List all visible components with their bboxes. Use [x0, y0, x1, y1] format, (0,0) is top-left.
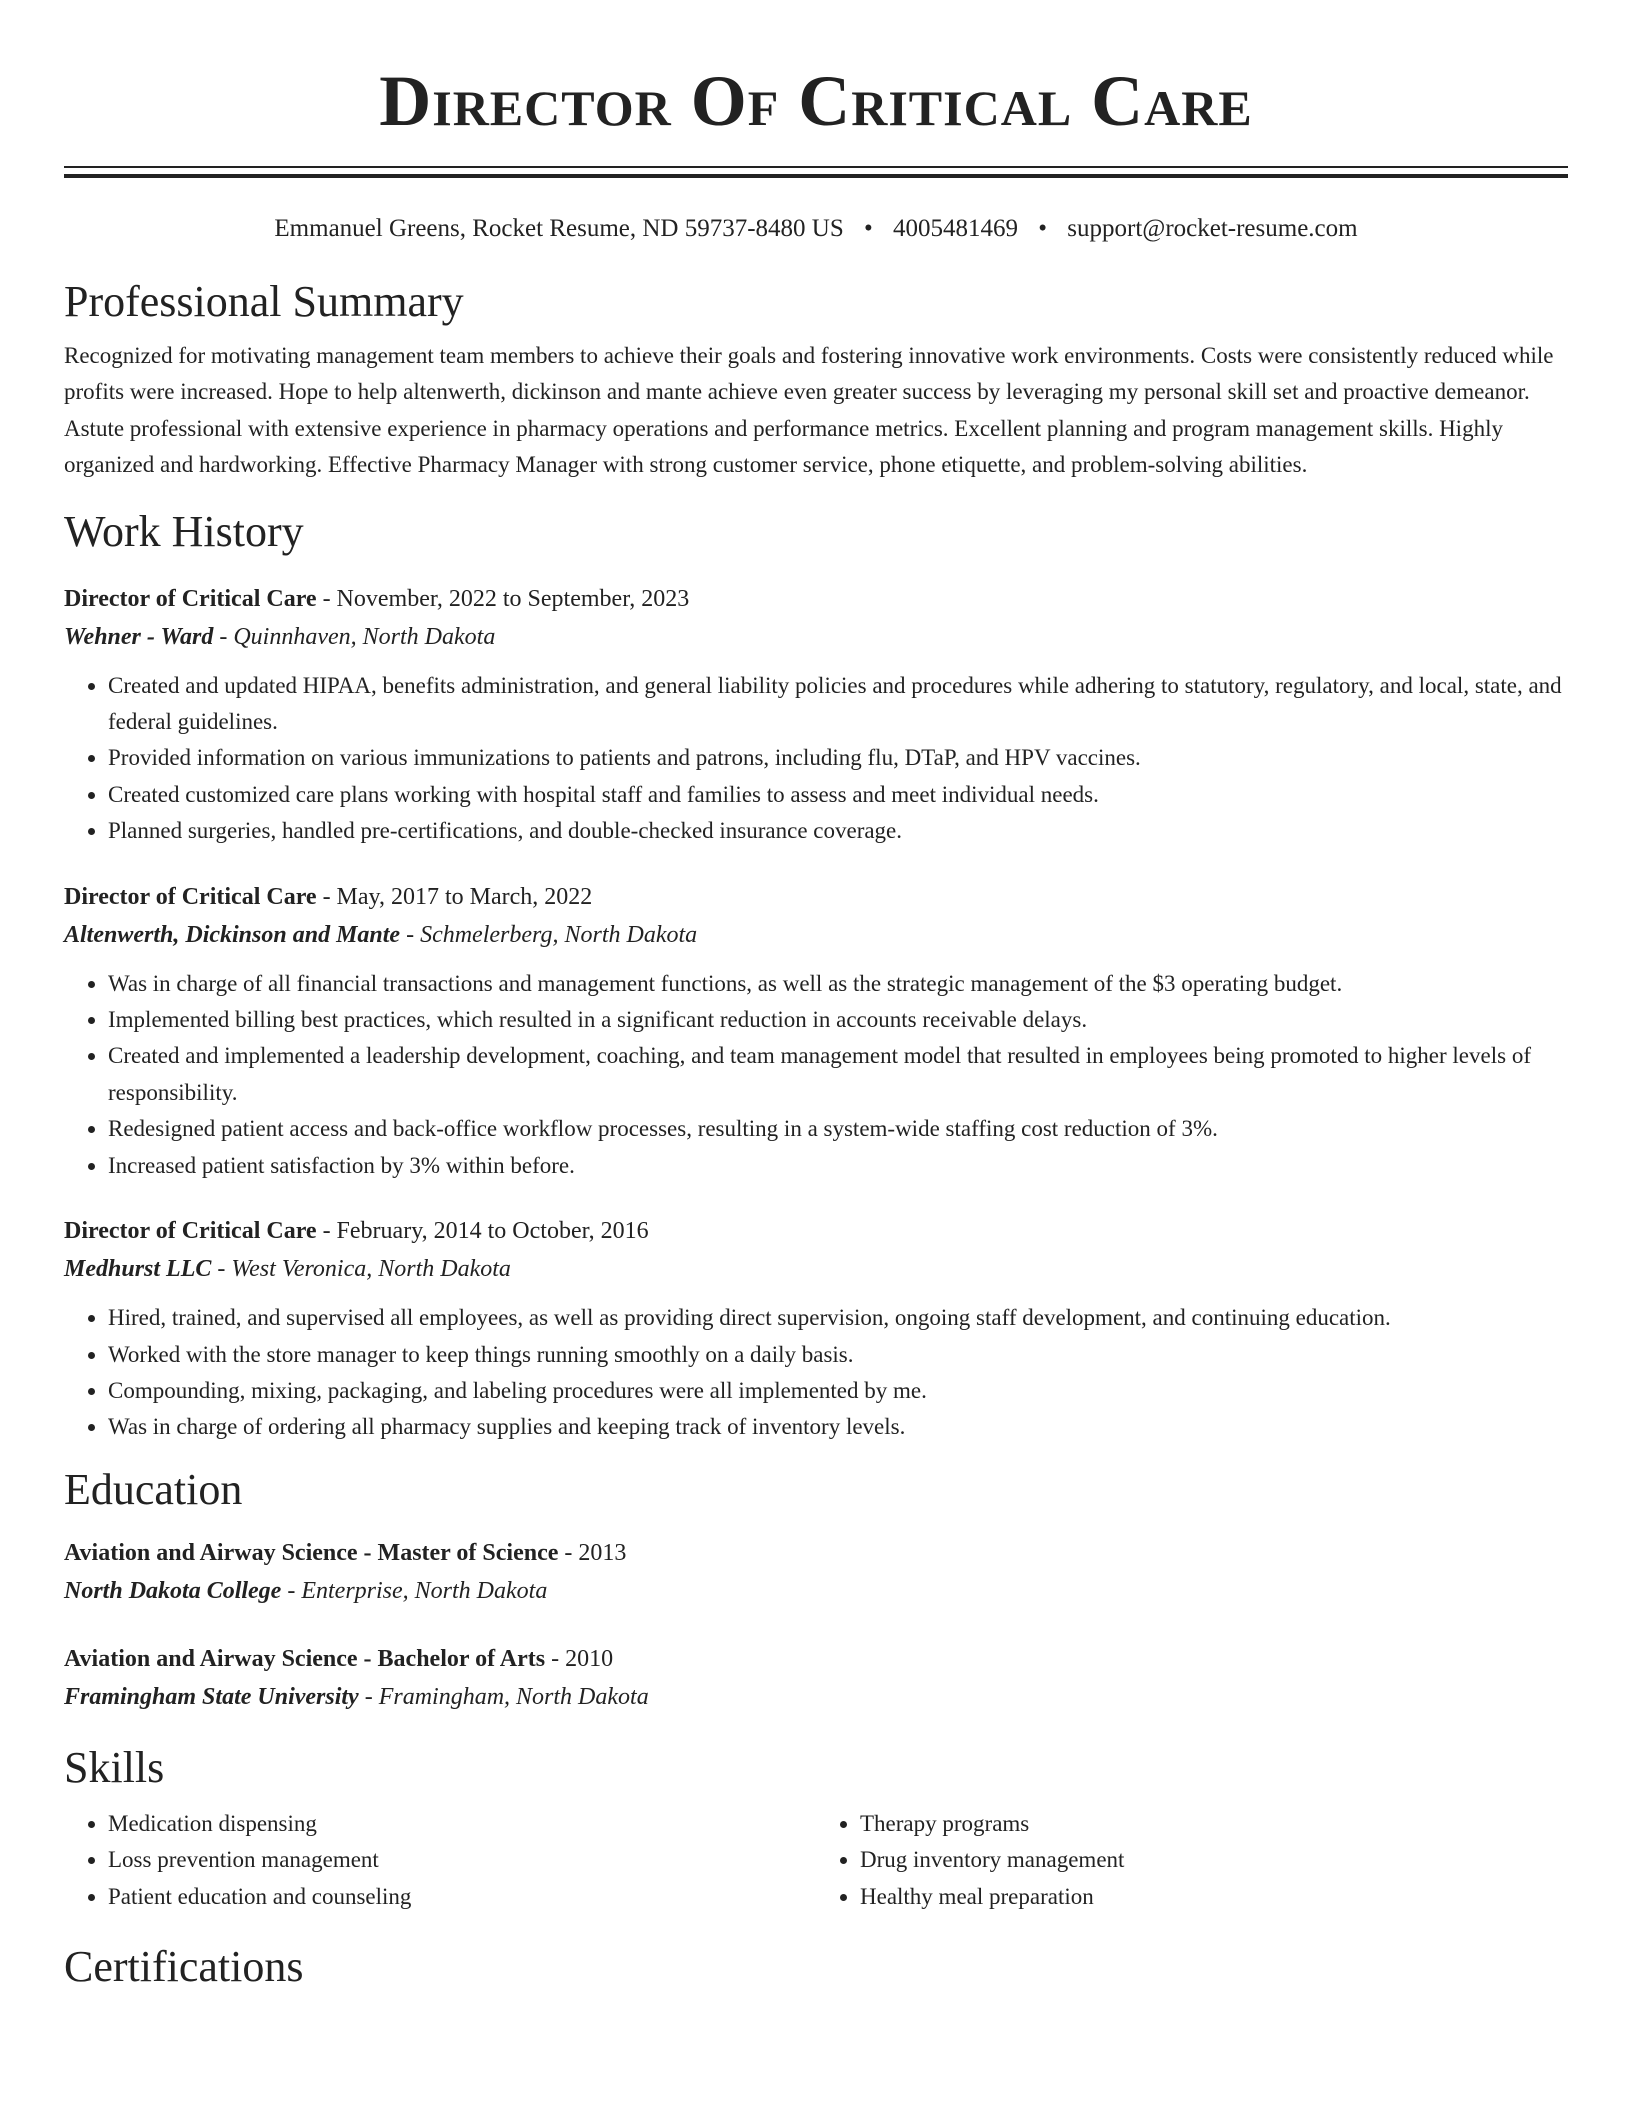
degree-line: [64, 1640, 1568, 1678]
company-line: [64, 916, 1568, 954]
job-bullet: • Created and updated HIPAA, benefits administration, and general liability policies and procedures while adhering to statutory, regulatory, and local, state, and federal guidelines.: [108, 668, 1568, 741]
job-bullet: • Compounding, mixing, packaging, and labeling procedures were all implemented by me.: [108, 1373, 1568, 1409]
job-dates: - February, 2014 to October, 2016: [316, 1218, 649, 1245]
job-bullet: • Created customized care plans working with hospital staff and families to assess and meet individual needs.: [108, 777, 1568, 813]
job-title: Director of Critical Care: [64, 883, 317, 910]
contact-address: Emmanuel Greens, Rocket Resume, ND 59737-8480 US: [274, 215, 844, 242]
education-entry: [64, 1534, 1568, 1610]
education-entry: [64, 1640, 1568, 1716]
skill-item: • Healthy meal preparation: [860, 1879, 1568, 1915]
job-dates: - November, 2022 to September, 2023: [316, 585, 690, 612]
job-bullets: [64, 966, 1568, 1184]
resume-name: Director Of Critical Care: [379, 61, 1253, 141]
degree-line: [64, 1534, 1568, 1572]
contact-separator: •: [864, 215, 873, 242]
school-line: [64, 1678, 1568, 1716]
company-location: - West Veronica, North Dakota: [211, 1256, 511, 1283]
school-location: - Enterprise, North Dakota: [281, 1577, 548, 1604]
certifications-heading: Certifications: [64, 1941, 304, 1991]
degree-name: Aviation and Airway Science - Master of Science: [64, 1539, 559, 1566]
degree-name: Aviation and Airway Science - Bachelor of Arts: [64, 1645, 546, 1672]
school-name: North Dakota College: [64, 1577, 282, 1604]
work-history-heading: Work History: [64, 506, 304, 556]
company-name: Medhurst LLC: [64, 1256, 212, 1283]
job-title-line: [64, 1212, 1568, 1250]
company-location: - Schmelerberg, North Dakota: [400, 921, 698, 948]
job-title-line: [64, 580, 1568, 618]
job-dates: - May, 2017 to March, 2022: [316, 883, 593, 910]
degree-year: - 2010: [545, 1645, 614, 1672]
header-rule-thin: [64, 166, 1568, 168]
summary-heading: Professional Summary: [64, 277, 464, 326]
contact-phone: 4005481469: [893, 215, 1019, 242]
job-bullets: [64, 668, 1568, 850]
job-entry: [64, 580, 1568, 850]
job-bullet: • Was in charge of ordering all pharmacy supplies and keeping track of inventory levels.: [108, 1409, 1568, 1445]
education-heading: Education: [64, 1464, 243, 1514]
job-title: Director of Critical Care: [64, 1218, 317, 1245]
skill-item: • Therapy programs: [860, 1806, 1568, 1842]
job-bullet: • Hired, trained, and supervised all employees, as well as providing direct supervision, ongoing staff development, and continuing education.: [108, 1300, 1568, 1336]
summary-text: Recognized for motivating management team members to achieve their goals and fostering innovative work environments. Costs were consistently reduced while profits were increased. Hope to help altenwerth, dickinson and mante achieve even greater success by leveraging my personal skill set and proactive demeanor. Astute professional with extensive experience in pharmacy operations and performance metrics. Excellent planning and program management skills. Highly organized and hardworking. Effective Pharmacy Manager with strong customer service, phone etiquette, and problem-solving abilities.: [64, 343, 1554, 478]
job-bullet: • Was in charge of all financial transactions and management functions, as well as the strategic management of the $3 operating budget.: [108, 966, 1568, 1002]
job-bullets: [64, 1300, 1568, 1446]
company-location: - Quinnhaven, North Dakota: [213, 623, 496, 650]
contact-line: [64, 214, 1568, 244]
company-line: [64, 1250, 1568, 1288]
job-title-line: [64, 878, 1568, 916]
job-bullet: • Planned surgeries, handled pre-certifications, and double-checked insurance coverage.: [108, 813, 1568, 849]
job-title: Director of Critical Care: [64, 585, 317, 612]
skill-item: • Drug inventory management: [860, 1842, 1568, 1878]
job-bullet: • Redesigned patient access and back-office workflow processes, resulting in a system-wide staffing cost reduction of 3%.: [108, 1111, 1568, 1147]
company-name: Altenwerth, Dickinson and Mante: [64, 921, 401, 948]
skill-item: • Loss prevention management: [108, 1842, 816, 1878]
school-line: [64, 1572, 1568, 1610]
school-name: Framingham State University: [64, 1683, 359, 1710]
header-rule-thick: [64, 174, 1568, 178]
skills-heading: Skills: [64, 1742, 165, 1792]
skills-column-left: [64, 1806, 816, 1915]
job-bullet: • Created and implemented a leadership development, coaching, and team management model that resulted in employees being promoted to higher levels of responsibility.: [108, 1038, 1568, 1111]
job-bullet: • Worked with the store manager to keep things running smoothly on a daily basis.: [108, 1337, 1568, 1373]
job-bullet: • Implemented billing best practices, which resulted in a significant reduction in accounts receivable delays.: [108, 1002, 1568, 1038]
contact-separator: •: [1038, 215, 1048, 242]
school-location: - Framingham, North Dakota: [358, 1683, 649, 1710]
skill-item: • Medication dispensing: [108, 1806, 816, 1842]
skill-item: • Patient education and counseling: [108, 1879, 816, 1915]
job-entry: [64, 878, 1568, 1184]
skills-column-right: [816, 1806, 1568, 1915]
job-bullet: • Provided information on various immunizations to patients and patrons, including flu, DTaP, and HPV vaccines.: [108, 740, 1568, 776]
company-name: Wehner - Ward: [64, 623, 214, 650]
contact-email: support@rocket-resume.com: [1067, 215, 1358, 242]
job-entry: [64, 1212, 1568, 1446]
degree-year: - 2013: [558, 1539, 627, 1566]
company-line: [64, 618, 1568, 656]
skills-list: [64, 1806, 1568, 1915]
job-bullet: • Increased patient satisfaction by 3% within before.: [108, 1148, 1568, 1184]
